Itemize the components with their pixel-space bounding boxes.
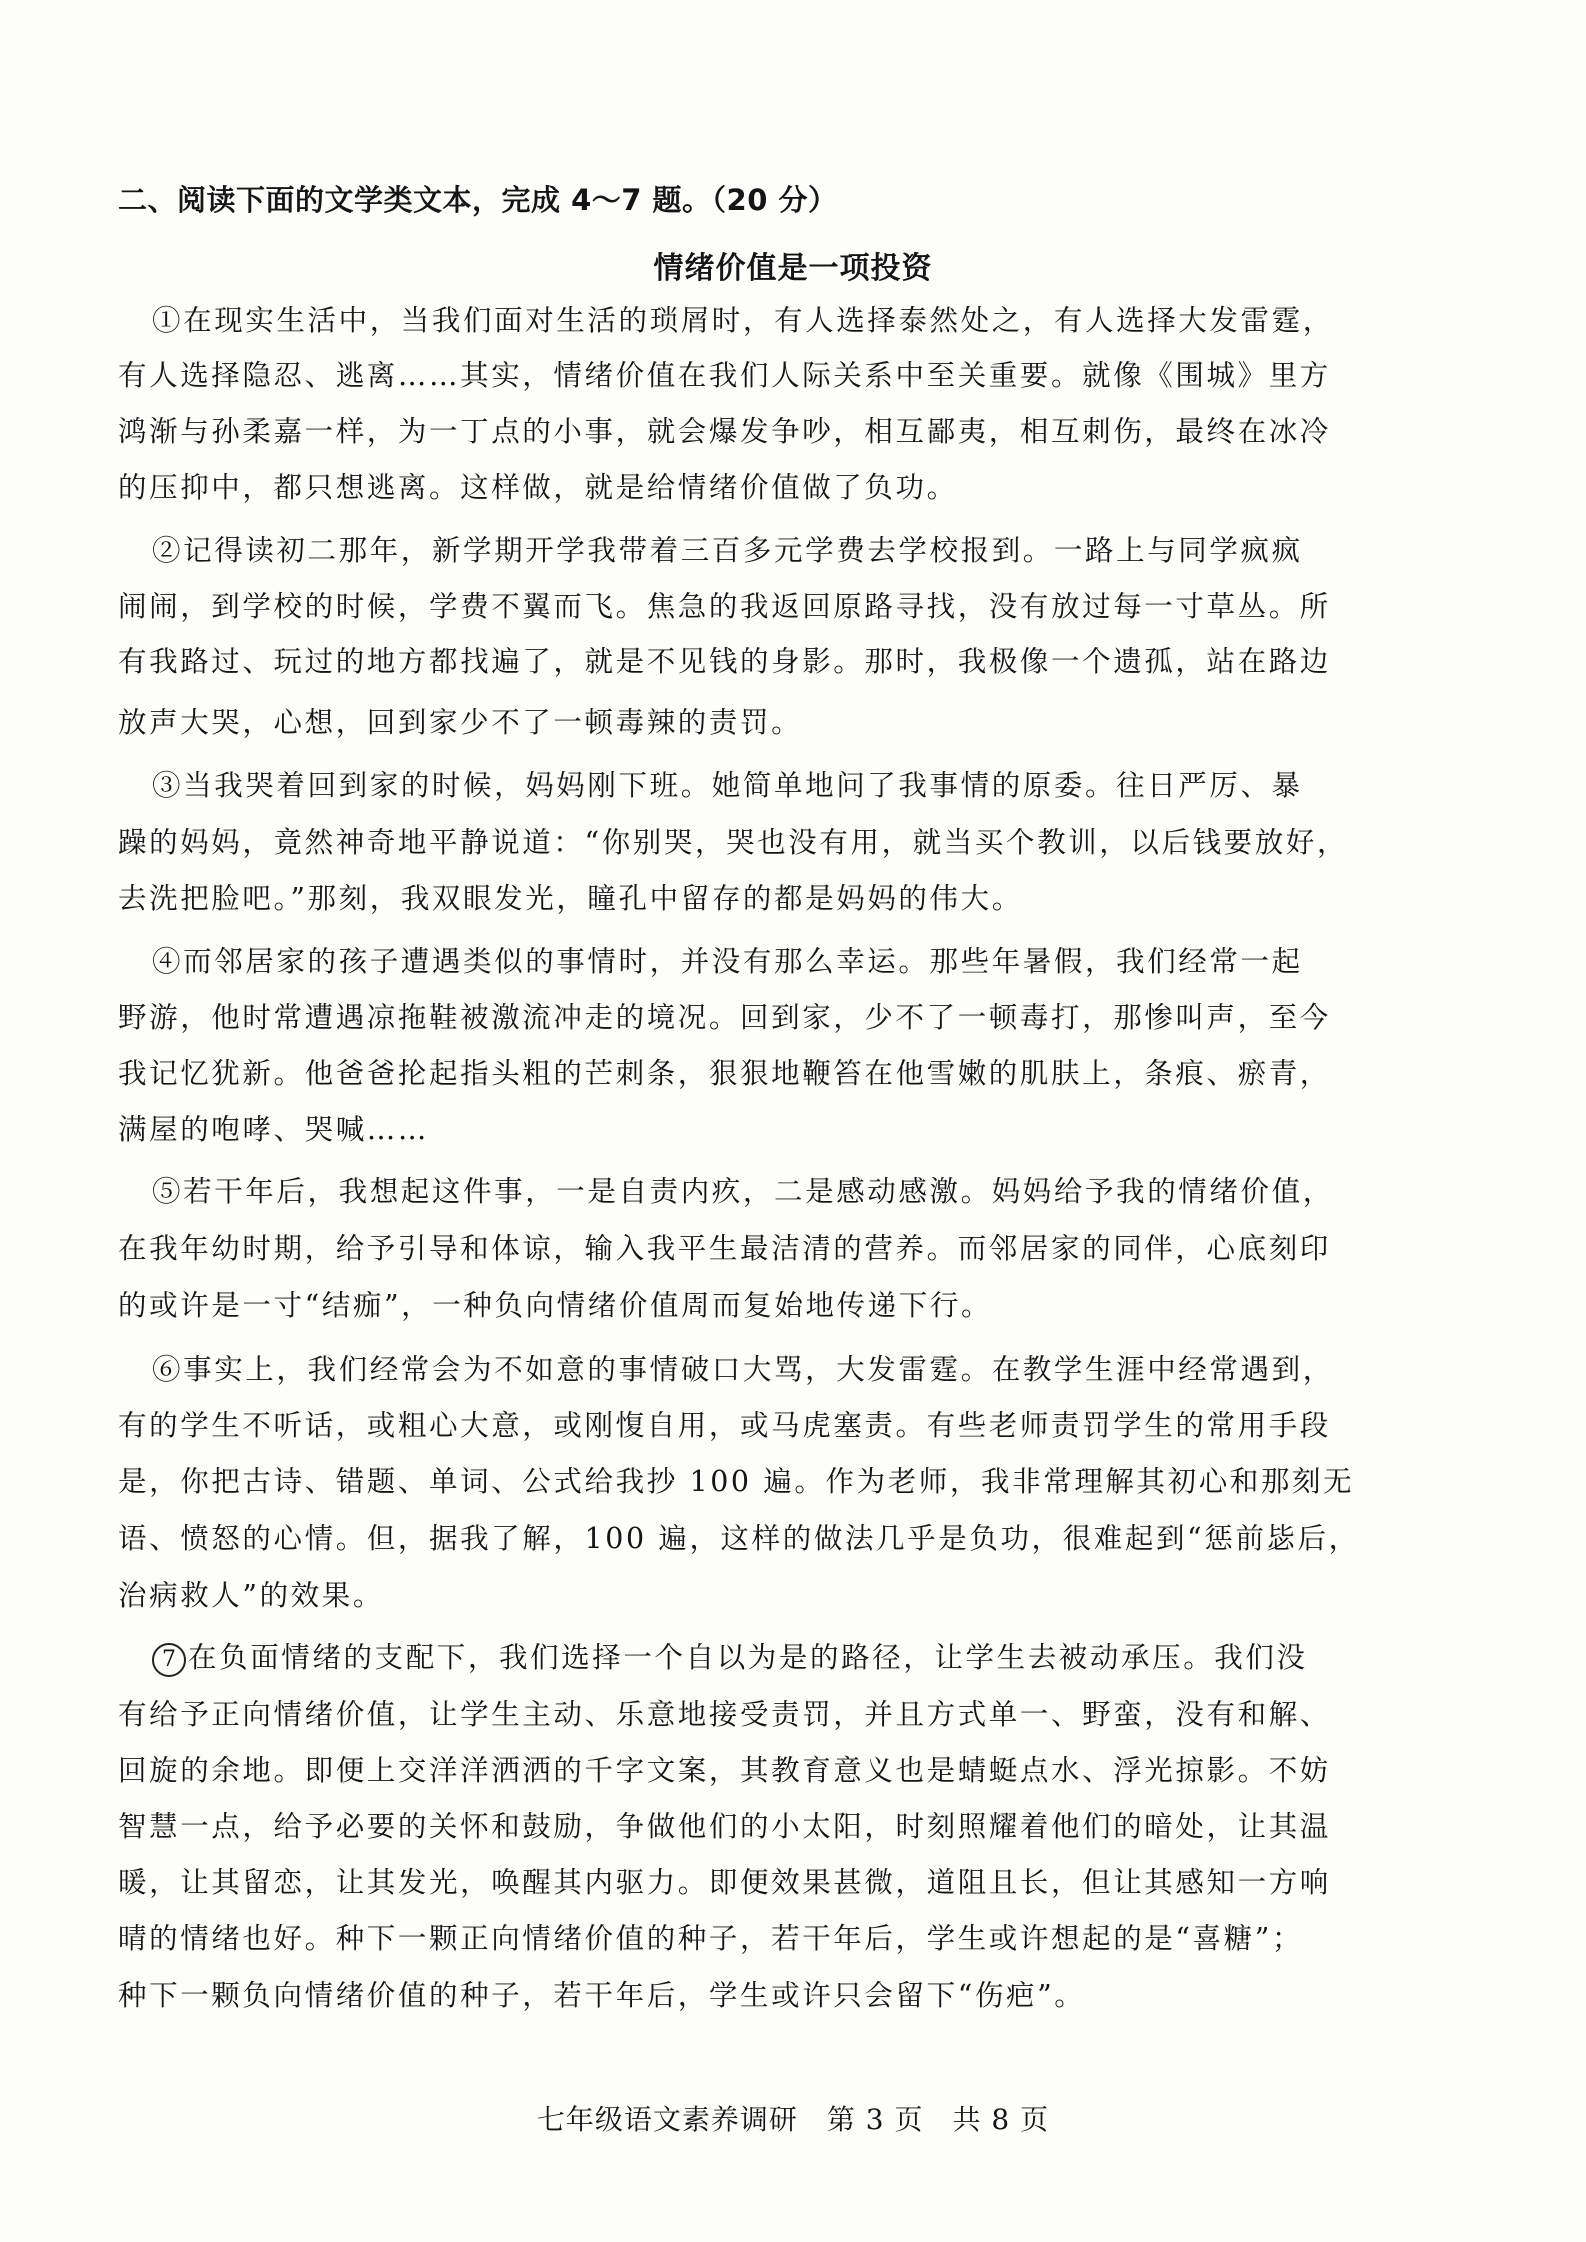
text-line: 是，你把古诗、错题、单词、公式给我抄 100 遍。作为老师，我非常理解其初心和那刻无 [118,1465,1355,1498]
text-line: 我记忆犹新。他爸爸抡起指头粗的芒刺条，狠狠地鞭笞在他雪嫩的肌肤上，条痕、瘀青， [118,1057,1331,1090]
text-line: 在我年幼时期，给予引导和体谅，输入我平生最洁清的营养。而邻居家的同伴，心底刻印 [118,1232,1331,1265]
text-line: ⑤若干年后，我想起这件事，一是自责内疚，二是感动感激。妈妈给予我的情绪价值， [152,1175,1334,1208]
text-line: 鸿渐与孙柔嘉一样，为一丁点的小事，就会爆发争吵，相互鄙夷，相互刺伤，最终在冰冷 [118,415,1331,448]
text-line: 野游，他时常遭遇凉拖鞋被激流冲走的境况。回到家，少不了一顿毒打，那惨叫声，至今 [118,1001,1331,1034]
text-line-content: 在负面情绪的支配下，我们选择一个自以为是的路径，让学生去被动承压。我们没 [188,1641,1308,1674]
text-line: 种下一颗负向情绪价值的种子，若干年后，学生或许只会留下“伤疤”。 [118,1979,1086,2012]
text-line: 有的学生不听话，或粗心大意，或刚愎自用，或马虎塞责。有些老师责罚学生的常用手段 [118,1409,1331,1442]
section-heading: 二、阅读下面的文学类文本，完成 4～7 题。（20 分） [118,183,838,217]
text-line: ⑥事实上，我们经常会为不如意的事情破口大骂，大发雷霆。在教学生涯中经常遇到， [152,1353,1334,1386]
text-line: 智慧一点，给予必要的关怀和鼓励，争做他们的小太阳，时刻照耀着他们的暗处，让其温 [118,1810,1331,1843]
text-line: 有给予正向情绪价值，让学生主动、乐意地接受责罚，并且方式单一、野蛮，没有和解、 [118,1698,1331,1731]
text-line: ②记得读初二那年，新学期开学我带着三百多元学费去学校报到。一路上与同学疯疯 [152,534,1303,567]
text-line: 晴的情绪也好。种下一颗正向情绪价值的种子，若干年后，学生或许想起的是“喜糖”； [118,1922,1304,1955]
text-line: 暖，让其留恋，让其发光，唤醒其内驱力。即便效果甚微，道阻且长，但让其感知一方响 [118,1866,1331,1899]
text-line: 去洗把脸吧。”那刻，我双眼发光，瞳孔中留存的都是妈妈的伟大。 [118,882,1023,915]
text-line: 的压抑中，都只想逃离。这样做，就是给情绪价值做了负功。 [118,471,958,504]
text-line: ④而邻居家的孩子遭遇类似的事情时，并没有那么幸运。那些年暑假，我们经常一起 [152,945,1303,978]
text-line: 放声大哭，心想，回到家少不了一顿毒辣的责罚。 [118,706,803,739]
text-line: 满屋的咆哮、哭喊…… [118,1113,430,1146]
text-line: 语、愤怒的心情。但，据我了解，100 遍，这样的做法几乎是负功，很难起到“惩前毖后， [118,1522,1360,1555]
text-line: 治病救人”的效果。 [118,1579,384,1612]
paragraph-7-marker: 7 [152,1643,186,1677]
article-title: 情绪价值是一项投资 [653,251,933,286]
text-line: 有我路过、玩过的地方都找遍了，就是不见钱的身影。那时，我极像一个遗孤，站在路边 [118,645,1331,678]
text-line: 回旋的余地。即便上交洋洋洒洒的千字文案，其教育意义也是蜻蜓点水、浮光掠影。不妨 [118,1754,1331,1787]
text-line: 的或许是一寸“结痂”，一种负向情绪价值周而复始地传递下行。 [118,1289,993,1322]
page-footer: 七年级语文素养调研 第 3 页 共 8 页 [536,2103,1050,2136]
text-line: 躁的妈妈，竟然神奇地平静说道：“你别哭，哭也没有用，就当买个教训，以后钱要放好， [118,826,1349,859]
text-line: ③当我哭着回到家的时候，妈妈刚下班。她简单地问了我事情的原委。往日严厉、暴 [152,769,1303,802]
text-line: ①在现实生活中，当我们面对生活的琐屑时，有人选择泰然处之，有人选择大发雷霆， [152,304,1334,337]
text-line: 有人选择隐忍、逃离……其实，情绪价值在我们人际关系中至关重要。就像《围城》里方 [118,359,1331,392]
text-line: 闹闹，到学校的时候，学费不翼而飞。焦急的我返回原路寻找，没有放过每一寸草丛。所 [118,590,1331,623]
text-line [152,1637,1308,1679]
